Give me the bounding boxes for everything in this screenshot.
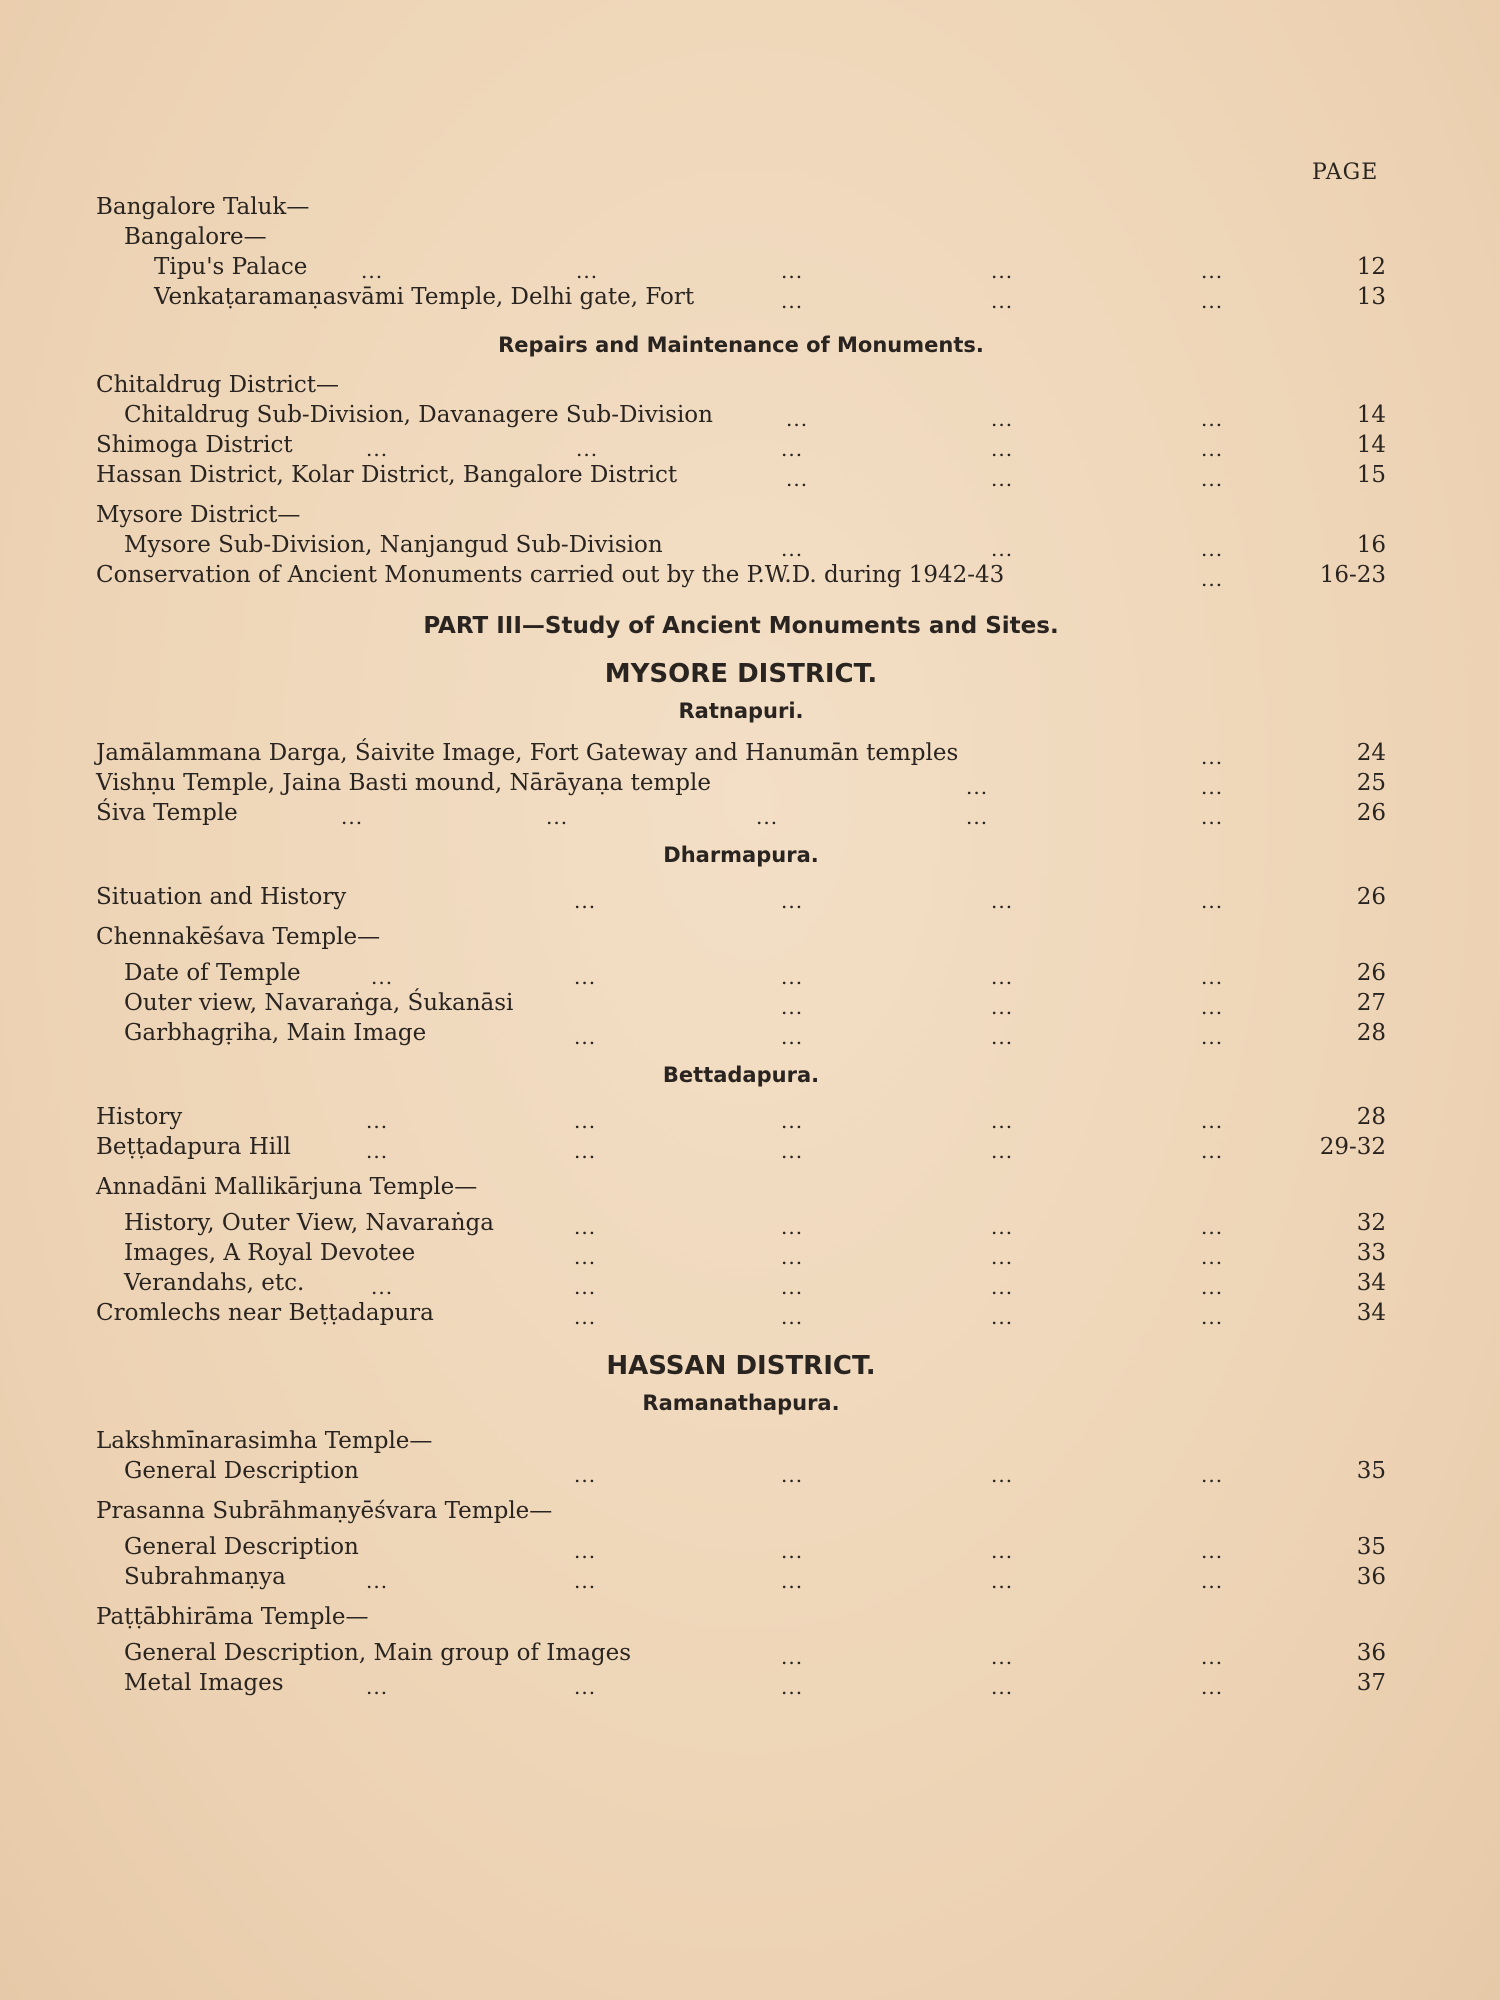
toc-entry [96,1456,1386,1486]
toc-heading [96,1496,1386,1526]
leader-dots: ... [574,965,597,989]
toc-entry [96,798,1386,828]
toc-heading-text: Lakshmīnarasimha Temple— [96,1428,433,1454]
leader-dots: ... [1201,995,1224,1019]
page-number: 35 [1356,1534,1386,1560]
entry-title: Conservation of Ancient Monuments carried out by the P.W.D. during 1942-43 [96,562,1005,588]
leader-dots: ... [781,1463,804,1487]
entry-title: Verandahs, etc. [124,1270,305,1296]
leader-dots: ... [371,1275,394,1299]
toc-heading-text: Chitaldrug District— [96,372,339,398]
toc-heading [96,1426,1386,1456]
entry-title: Outer view, Navaraṅga, Śukanāsi [124,990,514,1016]
entry-title: Vishṇu Temple, Jaina Basti mound, Nārāyaṇa temple [96,770,711,796]
leader-dots: ... [574,1675,597,1699]
leader-dots: ... [574,1025,597,1049]
leader-dots: ... [991,1109,1014,1133]
leader-dots: ... [1201,965,1224,989]
leader-dots: ... [966,775,989,799]
toc-content [96,192,1386,1698]
leader-dots: ... [1201,259,1224,283]
leader-dots: ... [991,1569,1014,1593]
page-number: 36 [1356,1640,1386,1666]
leader-dots: ... [341,805,364,829]
leader-dots: ... [1201,1645,1224,1669]
page-number: 13 [1356,284,1386,310]
toc-entry [96,738,1386,768]
section-heading: Repairs and Maintenance of Monuments. [498,333,984,357]
toc-heading [96,370,1386,400]
toc-entry [96,1268,1386,1298]
toc-entry [96,1208,1386,1238]
leader-dots: ... [1201,1675,1224,1699]
leader-dots: ... [781,537,804,561]
toc-subheading [96,222,1386,252]
page-number: 34 [1356,1300,1386,1326]
leader-dots: ... [1201,437,1224,461]
leader-dots: ... [576,437,599,461]
entry-title: Beṭṭadapura Hill [96,1134,291,1160]
leader-dots: ... [1201,1569,1224,1593]
part-heading: PART III—Study of Ancient Monuments and Sites. [423,613,1059,639]
leader-dots: ... [1201,1245,1224,1269]
leader-dots: ... [991,1139,1014,1163]
entry-title: Mysore Sub-Division, Nanjangud Sub-Division [124,532,663,558]
entry-title: Jamālammana Darga, Śaivite Image, Fort Gateway and Hanumān temples [96,740,959,766]
entry-title: Śiva Temple [96,800,238,826]
leader-dots: ... [1201,1025,1224,1049]
leader-dots: ... [781,1215,804,1239]
page-number: 26 [1356,960,1386,986]
toc-heading-text: Annadāni Mallikārjuna Temple— [96,1174,478,1200]
page-number: 14 [1356,432,1386,458]
leader-dots: ... [1201,1109,1224,1133]
entry-title: Venkaṭaramaṇasvāmi Temple, Delhi gate, Fort [154,284,695,310]
leader-dots: ... [574,1569,597,1593]
leader-dots: ... [361,259,384,283]
page-number: 12 [1356,254,1386,280]
leader-dots: ... [576,259,599,283]
entry-title: History [96,1104,183,1130]
leader-dots: ... [1201,407,1224,431]
entry-title: Situation and History [96,884,347,910]
toc-heading [96,922,1386,952]
leader-dots: ... [366,1675,389,1699]
leader-dots: ... [781,965,804,989]
page-number: 26 [1356,800,1386,826]
leader-dots: ... [1201,745,1224,769]
leader-dots: ... [1201,889,1224,913]
leader-dots: ... [966,805,989,829]
leader-dots: ... [1201,1539,1224,1563]
leader-dots: ... [546,805,569,829]
toc-entry [96,1298,1386,1328]
page-number: 37 [1356,1670,1386,1696]
place-heading: Bettadapura. [662,1063,820,1087]
leader-dots: ... [1201,775,1224,799]
leader-dots: ... [1201,289,1224,313]
page-number: 32 [1356,1210,1386,1236]
page-number: 25 [1356,770,1386,796]
entry-title: Date of Temple [124,960,301,986]
leader-dots: ... [1201,1463,1224,1487]
leader-dots: ... [781,995,804,1019]
toc-entry [96,1668,1386,1698]
leader-dots: ... [1201,567,1224,591]
toc-entry [96,400,1386,430]
leader-dots: ... [781,889,804,913]
leader-dots: ... [991,1463,1014,1487]
entry-title: Garbhagṛiha, Main Image [124,1020,427,1046]
place-heading: Ramanathapura. [642,1391,840,1415]
leader-dots: ... [781,259,804,283]
toc-entry [96,988,1386,1018]
page-number: 28 [1356,1020,1386,1046]
place-heading: Dharmapura. [663,843,819,867]
leader-dots: ... [991,1305,1014,1329]
leader-dots: ... [1201,1305,1224,1329]
leader-dots: ... [991,437,1014,461]
leader-dots: ... [786,407,809,431]
leader-dots: ... [991,537,1014,561]
leader-dots: ... [991,965,1014,989]
leader-dots: ... [781,1539,804,1563]
page-number: 35 [1356,1458,1386,1484]
toc-entry [96,252,1386,282]
page-number: 26 [1356,884,1386,910]
leader-dots: ... [781,1645,804,1669]
toc-heading-text: Mysore District— [96,502,301,528]
district-heading: MYSORE DISTRICT. [604,659,878,689]
leader-dots: ... [366,1139,389,1163]
entry-title: Chitaldrug Sub-Division, Davanagere Sub-Division [124,402,713,428]
toc-entry [96,1638,1386,1668]
entry-title: Images, A Royal Devotee [124,1240,416,1266]
toc-heading-text: Bangalore Taluk— [96,194,310,220]
place-heading: Ratnapuri. [678,699,804,723]
leader-dots: ... [574,1245,597,1269]
entry-title: Shimoga District [96,432,293,458]
leader-dots: ... [781,1675,804,1699]
leader-dots: ... [991,1245,1014,1269]
toc-heading-text: Prasanna Subrāhmaṇyēśvara Temple— [96,1498,553,1524]
toc-entry [96,1102,1386,1132]
page-number: 34 [1356,1270,1386,1296]
page-number: 29-32 [1319,1134,1386,1160]
toc-heading [96,192,1386,222]
leader-dots: ... [574,1463,597,1487]
leader-dots: ... [574,889,597,913]
leader-dots: ... [1201,1275,1224,1299]
page-column-label: PAGE [1312,160,1379,185]
leader-dots: ... [366,437,389,461]
leader-dots: ... [1201,1215,1224,1239]
toc-entry [96,1132,1386,1162]
toc-entry [96,1018,1386,1048]
district-heading: HASSAN DISTRICT. [606,1351,876,1381]
leader-dots: ... [574,1275,597,1299]
leader-dots: ... [991,1215,1014,1239]
toc-entry [96,882,1386,912]
leader-dots: ... [786,467,809,491]
entry-title: Hassan District, Kolar District, Bangalore District [96,462,678,488]
page-number: 36 [1356,1564,1386,1590]
leader-dots: ... [574,1139,597,1163]
toc-entry [96,958,1386,988]
leader-dots: ... [991,1275,1014,1299]
leader-dots: ... [991,995,1014,1019]
leader-dots: ... [371,965,394,989]
entry-title: Tipu's Palace [154,254,308,280]
page-number: 14 [1356,402,1386,428]
leader-dots: ... [1201,537,1224,561]
toc-heading [96,500,1386,530]
leader-dots: ... [781,1275,804,1299]
leader-dots: ... [991,1539,1014,1563]
leader-dots: ... [991,289,1014,313]
leader-dots: ... [991,1675,1014,1699]
page-number: 24 [1356,740,1386,766]
leader-dots: ... [1201,805,1224,829]
leader-dots: ... [574,1215,597,1239]
toc-subheading-text: Bangalore— [124,224,267,250]
toc-entry [96,282,1386,312]
page-number: 16 [1356,532,1386,558]
entry-title: Cromlechs near Beṭṭadapura [96,1300,434,1326]
toc-entry [96,768,1386,798]
leader-dots: ... [574,1109,597,1133]
toc-entry [96,560,1386,590]
leader-dots: ... [366,1569,389,1593]
leader-dots: ... [781,437,804,461]
leader-dots: ... [1201,1139,1224,1163]
leader-dots: ... [1201,467,1224,491]
leader-dots: ... [991,889,1014,913]
leader-dots: ... [991,259,1014,283]
leader-dots: ... [991,1645,1014,1669]
toc-entry [96,460,1386,490]
leader-dots: ... [781,1305,804,1329]
leader-dots: ... [781,1025,804,1049]
leader-dots: ... [756,805,779,829]
page-number: 16-23 [1319,562,1386,588]
toc-heading [96,1602,1386,1632]
toc-entry [96,430,1386,460]
entry-title: Subrahmaṇya [124,1564,286,1590]
leader-dots: ... [574,1305,597,1329]
page-number: 28 [1356,1104,1386,1130]
leader-dots: ... [366,1109,389,1133]
page-number: 27 [1356,990,1386,1016]
entry-title: General Description [124,1458,359,1484]
leader-dots: ... [781,1139,804,1163]
leader-dots: ... [781,1109,804,1133]
leader-dots: ... [781,1245,804,1269]
toc-heading-text: Chennakēśava Temple— [96,924,381,950]
leader-dots: ... [781,1569,804,1593]
leader-dots: ... [991,407,1014,431]
entry-title: Metal Images [124,1670,284,1696]
toc-heading [96,1172,1386,1202]
entry-title: History, Outer View, Navaraṅga [124,1210,494,1236]
toc-entry [96,1238,1386,1268]
toc-entry [96,530,1386,560]
leader-dots: ... [574,1539,597,1563]
leader-dots: ... [781,289,804,313]
toc-entry [96,1532,1386,1562]
entry-title: General Description [124,1534,359,1560]
leader-dots: ... [991,1025,1014,1049]
leader-dots: ... [991,467,1014,491]
entry-title: General Description, Main group of Images [124,1640,632,1666]
toc-entry [96,1562,1386,1592]
page-number: 33 [1356,1240,1386,1266]
toc-heading-text: Paṭṭābhirāma Temple— [96,1604,369,1630]
page-number: 15 [1356,462,1386,488]
